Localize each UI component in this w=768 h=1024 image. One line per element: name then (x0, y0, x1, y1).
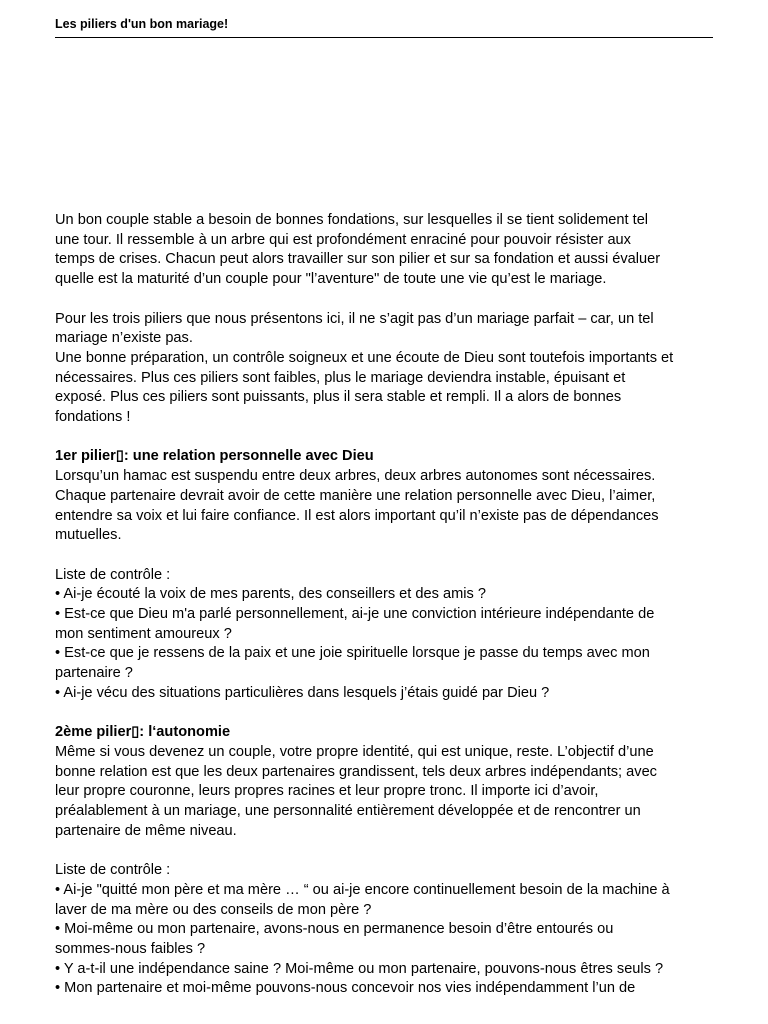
text-line: préalablement à un mariage, une personnalité entièrement développée et de rencontrer un (55, 803, 641, 820)
text-line: entendre sa voix et lui faire confiance. Il est alors important qu’il n’existe pas de dépendances (55, 507, 659, 524)
page-header (55, 14, 713, 38)
checklist-item: • Est-ce que Dieu m'a parlé personnellement, ai-je une conviction intérieure indépendante de (55, 606, 655, 623)
checklist-item: sommes-nous faibles ? (55, 940, 206, 957)
text-line: bonne relation est que les deux partenaires grandissent, tels deux arbres indépendants; avec (55, 763, 657, 780)
pillar2-text (55, 743, 715, 842)
checklist-title: Liste de contrôle : (55, 566, 171, 583)
checklist-item: • Ai-je écouté la voix de mes parents, des conseillers et des amis ? (55, 586, 486, 603)
text-line: temps de crises. Chacun peut alors travailler sur son pilier et sur sa fondation et aussi évaluer (55, 251, 661, 268)
intro-paragraph (55, 211, 715, 290)
pillar1-text (55, 467, 715, 546)
text-line: Une bonne préparation, un contrôle soigneux et une écoute de Dieu sont toutefois importants et (55, 349, 674, 366)
text-line: mariage n’existe pas. (55, 330, 193, 347)
text-line: Lorsqu’un hamac est suspendu entre deux arbres, deux arbres autonomes sont nécessaires. (55, 468, 656, 485)
text-line: Pour les trois piliers que nous présentons ici, il ne s’agit pas d’un mariage parfait – car, un tel (55, 310, 654, 327)
checklist-item: partenaire ? (55, 665, 133, 682)
checklist-item: • Est-ce que je ressens de la paix et une joie spirituelle lorsque je passe du temps avec mon (55, 645, 650, 662)
text-line: partenaire de même niveau. (55, 822, 237, 839)
checklist-item: • Mon partenaire et moi-même pouvons-nous concevoir nos vies indépendamment l’un de (55, 980, 636, 997)
text-line: quelle est la maturité d’un couple pour "l’aventure" de toute une vie qu’est le mariage. (55, 271, 607, 288)
pillar2-checklist (55, 861, 715, 999)
text-line: exposé. Plus ces piliers sont puissants, plus il sera stable et rempli. Il a alors de bonnes (55, 389, 622, 406)
paragraph-gap (55, 704, 715, 724)
checklist-item: • Moi-même ou mon partenaire, avons-nous en permanence besoin d’être entourés ou (55, 921, 614, 938)
checklist-title: Liste de contrôle : (55, 862, 171, 879)
document-body (55, 211, 715, 999)
checklist-item: laver de ma mère ou des conseils de mon père ? (55, 901, 372, 918)
text-line: nécessaires. Plus ces piliers sont faibles, plus le mariage deviendra instable, épuisant et (55, 369, 626, 386)
text-line: leur propre couronne, leurs propres racines et leur propre tronc. Il importe ici d’avoir, (55, 783, 599, 800)
checklist-item: mon sentiment amoureux ? (55, 625, 232, 642)
checklist-item: • Ai-je vécu des situations particulières dans lesquels j’étais guidé par Dieu ? (55, 684, 550, 701)
text-line: une tour. Il ressemble à un arbre qui est profondément enraciné pour pouvoir résister aux (55, 231, 631, 248)
pillar2-heading: 2ème pilier▯: l‘autonomie (55, 724, 231, 741)
paragraph-gap (55, 841, 715, 861)
intro-paragraph-2 (55, 310, 715, 428)
text-line: mutuelles. (55, 527, 122, 544)
checklist-item: • Y a-t-il une indépendance saine ? Moi-même ou mon partenaire, pouvons-nous êtres seuls ? (55, 960, 664, 977)
paragraph-gap (55, 428, 715, 448)
paragraph-gap (55, 546, 715, 566)
checklist-item: • Ai-je "quitté mon père et ma mère … “ ou ai-je encore continuellement besoin de la machine à (55, 881, 670, 898)
text-line: Un bon couple stable a besoin de bonnes fondations, sur lesquelles il se tient solidement tel (55, 212, 649, 228)
pillar1-heading: 1er pilier▯: une relation personnelle avec Dieu (55, 448, 374, 465)
paragraph-gap (55, 290, 715, 310)
pillar1-checklist (55, 566, 715, 704)
text-line: fondations ! (55, 409, 131, 426)
text-line: Même si vous devenez un couple, votre propre identité, qui est unique, reste. L’objectif d’une (55, 743, 654, 760)
header-title: Les piliers d'un bon mariage! (55, 17, 229, 31)
text-line: Chaque partenaire devrait avoir de cette manière une relation personnelle avec Dieu, l’aimer, (55, 487, 656, 504)
